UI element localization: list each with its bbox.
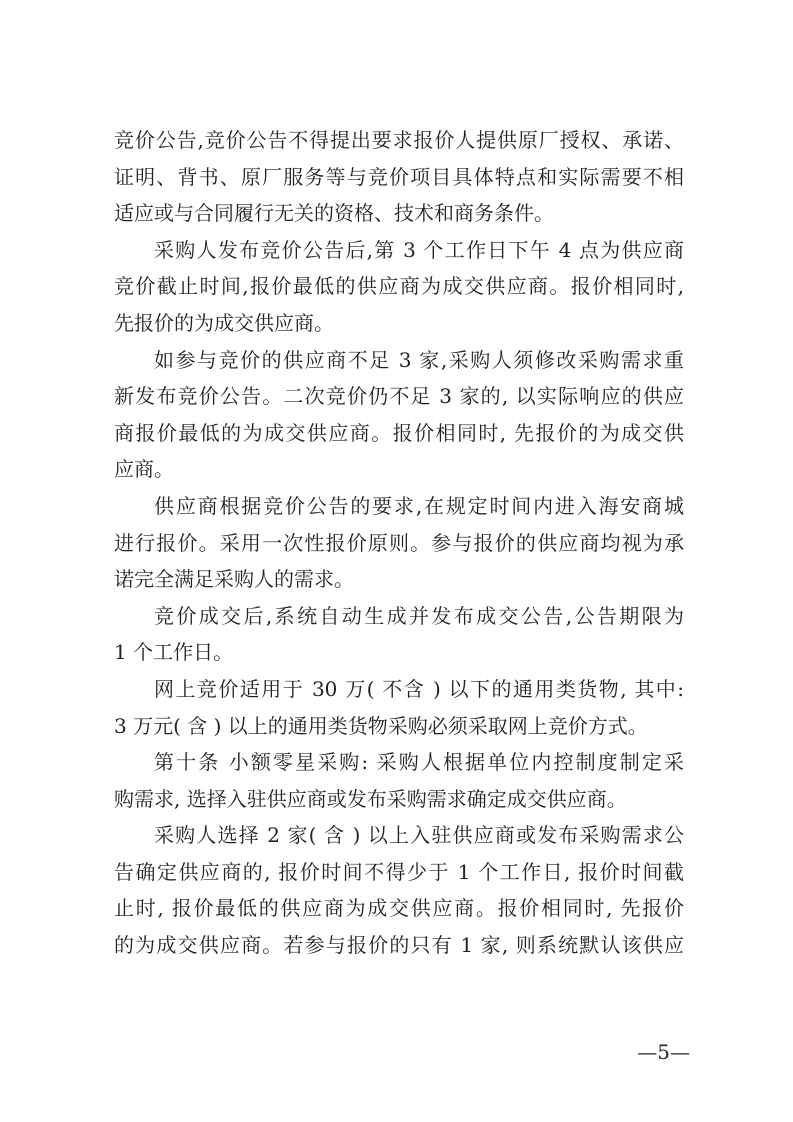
paragraph (114, 598, 684, 671)
text-line: 新发布竞价公告。二次竞价仍不足 3 家的, 以实际响应的供应 (114, 384, 684, 409)
paragraph (114, 122, 684, 232)
text-line: 1 个工作日。 (114, 640, 234, 665)
text-line: 证明、背书、原厂服务等与竞价项目具体特点和实际需要不相 (114, 164, 684, 189)
paragraph (114, 671, 684, 744)
text-line: 竞价成交后,系统自动生成并发布成交公告,公告期限为 (154, 603, 684, 628)
text-line: 先报价的为成交供应商。 (114, 310, 334, 335)
text-line: 进行报价。采用一次性报价原则。参与报价的供应商均视为承 (114, 530, 684, 555)
text-line: 的为成交供应商。若参与报价的只有 1 家, 则系统默认该供应 (114, 933, 684, 958)
paragraph (114, 744, 684, 817)
text-line: 适应或与合同履行无关的资格、技术和商务条件。 (114, 201, 554, 226)
body-text (114, 122, 684, 964)
text-line: 止时, 报价最低的供应商为成交供应商。报价相同时, 先报价 (114, 896, 684, 921)
paragraph (114, 232, 684, 342)
text-line: 第十条 小额零星采购: 采购人根据单位内控制度制定采 (154, 750, 684, 775)
text-line: 告确定供应商的, 报价时间不得少于 1 个工作日, 报价时间截 (114, 859, 684, 884)
text-line: 竞价公告,竞价公告不得提出要求报价人提供原厂授权、承诺、 (114, 128, 684, 152)
text-line: 供应商根据竞价公告的要求,在规定时间内进入海安商城 (154, 493, 684, 518)
text-line: 购需求, 选择入驻供应商或发布采购需求确定成交供应商。 (114, 786, 627, 811)
page-number: —5— (637, 1040, 690, 1064)
paragraph (114, 488, 684, 598)
text-line: 如参与竞价的供应商不足 3 家,采购人须修改采购需求重 (154, 347, 684, 372)
text-line: 网上竞价适用于 30 万( 不含 ) 以下的通用类货物, 其中: (154, 676, 684, 701)
text-line: 3 万元( 含 ) 以上的通用类货物采购必须采取网上竞价方式。 (114, 713, 648, 738)
text-line: 竞价截止时间,报价最低的供应商为成交供应商。报价相同时, (114, 274, 684, 299)
text-line: 诺完全满足采购人的需求。 (114, 567, 354, 592)
text-line: 采购人发布竞价公告后,第 3 个工作日下午 4 点为供应商 (154, 237, 684, 262)
paragraph (114, 817, 684, 963)
text-line: 应商。 (114, 457, 174, 482)
text-line: 采购人选择 2 家( 含 ) 以上入驻供应商或发布采购需求公 (154, 823, 684, 848)
text-line: 商报价最低的为成交供应商。报价相同时, 先报价的为成交供 (114, 420, 684, 445)
paragraph (114, 342, 684, 488)
